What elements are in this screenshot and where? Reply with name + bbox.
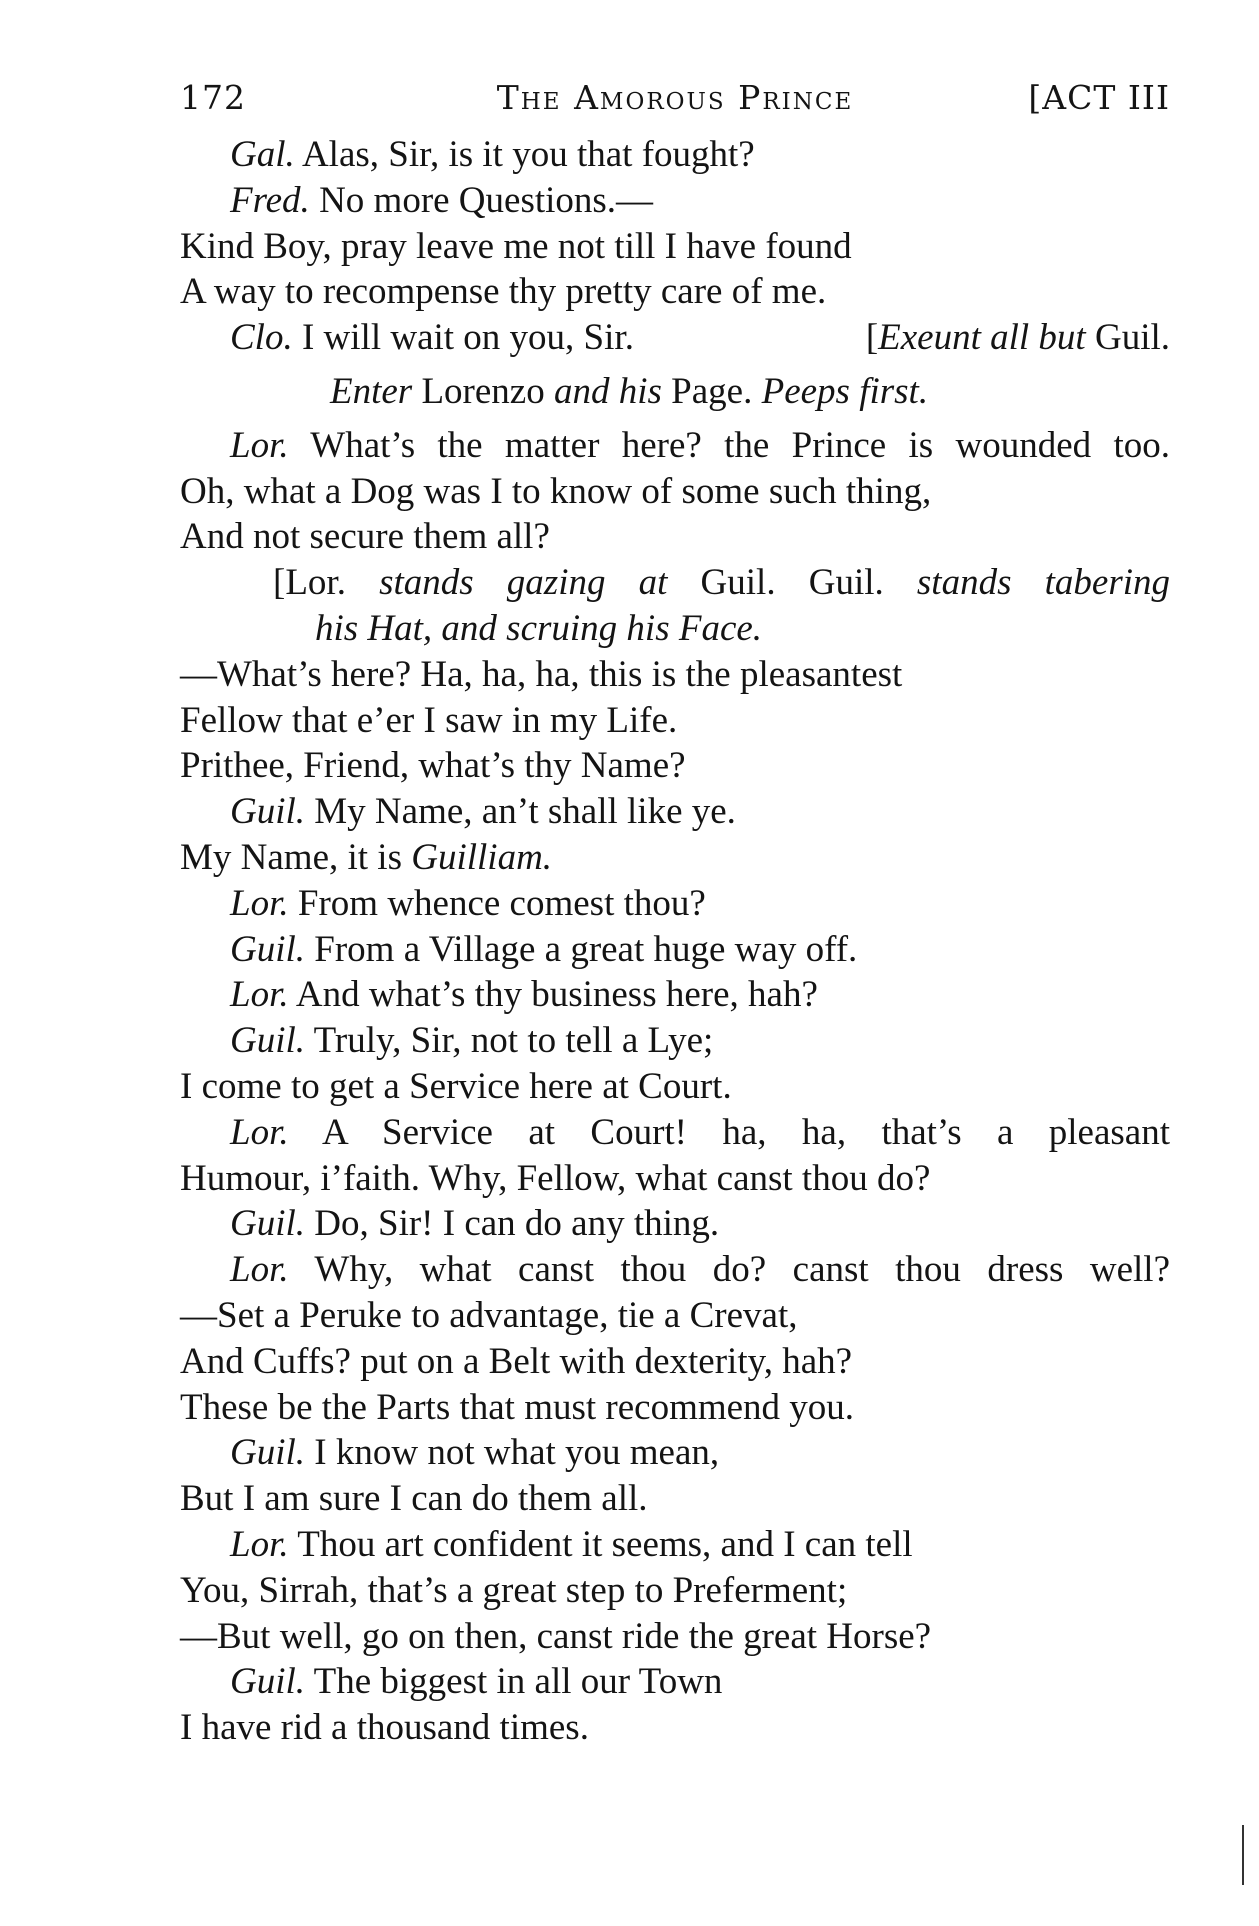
speech-text: Do, Sir! I can do any thing. — [305, 1203, 720, 1245]
verse-text: Guilliam. — [411, 836, 553, 878]
verse-text: —But well, go on then, canst ride the great Horse? — [180, 1615, 932, 1657]
speaker-name: Lor. — [230, 1249, 289, 1291]
verse-text: —Set a Peruke to advantage, tie a Crevat, — [180, 1294, 798, 1336]
text-line — [180, 315, 1170, 361]
speech-text: My Name, an’t shall like ye. — [305, 791, 736, 833]
speech-text: Why, what canst thou do? canst thou dress well? — [288, 1249, 1170, 1291]
speaker-name: Guil. — [230, 1020, 306, 1062]
text-line — [180, 178, 1170, 224]
verse-text: Oh, what a Dog was I to know of some such thing, — [180, 470, 932, 512]
act-marker: [ACT III — [1028, 78, 1170, 117]
speech-text: Thou art confident it seems, and I can tell — [288, 1523, 913, 1565]
running-header — [180, 78, 1170, 122]
speech-text: And what’s thy business here, hah? — [288, 974, 818, 1016]
text-line — [180, 1339, 1170, 1385]
speech-text: The biggest in all our Town — [305, 1661, 723, 1703]
stage-direction: Peeps first. — [761, 370, 929, 412]
text-line — [180, 789, 1170, 835]
stage-direction: stands gazing at — [379, 562, 668, 604]
speaker-name: Guil. — [230, 928, 306, 970]
verse-text: But I am sure I can do them all. — [180, 1478, 648, 1520]
character-name: Guil. — [1085, 317, 1170, 359]
speech-text: A Service at Court! ha, ha, that’s a pleasant — [288, 1111, 1170, 1153]
text-line — [180, 1110, 1170, 1156]
speaker-name: Lor. — [230, 1111, 289, 1153]
text-line — [180, 1705, 1170, 1751]
verse-text: Fellow that e’er I saw in my Life. — [180, 699, 678, 741]
speaker-name: Lor. — [230, 424, 289, 466]
text-line — [180, 652, 1170, 698]
stage-direction-line — [180, 560, 1170, 606]
text-line — [180, 1659, 1170, 1705]
speech-text: No more Questions.— — [309, 179, 654, 221]
text-line — [180, 1247, 1170, 1293]
text-line — [180, 469, 1170, 515]
speech-text: Alas, Sir, is it you that fought? — [294, 134, 755, 175]
text-line — [180, 698, 1170, 744]
text-line — [180, 1522, 1170, 1568]
speaker-name: Gal. — [230, 134, 295, 175]
verse-text: Kind Boy, pray leave me not till I have found — [180, 225, 852, 267]
verse-text: You, Sirrah, that’s a great step to Preferment; — [180, 1569, 848, 1611]
stage-direction: Page. — [661, 370, 762, 412]
speaker-name: Fred. — [230, 179, 310, 221]
text-line — [180, 972, 1170, 1018]
text-line — [180, 881, 1170, 927]
text-line — [180, 269, 1170, 315]
text-line — [180, 1476, 1170, 1522]
speaker-name: Guil. — [230, 1203, 306, 1245]
speaker-name: Guil. — [230, 1432, 306, 1474]
text-line — [180, 423, 1170, 469]
speech-part — [230, 315, 634, 361]
verse-text: I have rid a thousand times. — [180, 1707, 589, 1749]
text-line — [180, 743, 1170, 789]
verse-text: And Cuffs? put on a Belt with dexterity, hah? — [180, 1340, 853, 1382]
speech-text: I will wait on you, Sir. — [292, 317, 634, 359]
stage-direction: and his — [553, 370, 662, 412]
text-line — [180, 1568, 1170, 1614]
entrance-direction — [180, 369, 1170, 415]
text-line — [180, 1064, 1170, 1110]
running-title: The Amorous Prince — [496, 78, 854, 117]
speaker-name: Lor. — [230, 882, 289, 924]
verse-text: I come to get a Service here at Court. — [180, 1065, 732, 1107]
bracket: [ — [865, 317, 879, 359]
verse-text: —What’s here? Ha, ha, ha, this is the pleasantest — [180, 653, 903, 695]
verse-text: And not secure them all? — [180, 516, 550, 558]
speech-text: From whence comest thou? — [288, 882, 706, 924]
text-line — [180, 1018, 1170, 1064]
speech-text: From a Village a great huge way off. — [305, 928, 858, 970]
margin-mark — [1242, 1825, 1244, 1885]
text-line — [180, 927, 1170, 973]
text-line — [180, 835, 1170, 881]
verse-text: These be the Parts that must recommend you. — [180, 1386, 855, 1428]
speaker-name: Lor. — [230, 974, 289, 1016]
text-line — [180, 1614, 1170, 1660]
text-line — [180, 1430, 1170, 1476]
play-text — [180, 132, 1170, 1751]
stage-direction: his Hat, and scruing his Face. — [315, 607, 763, 649]
verse-text: Humour, i’faith. Why, Fellow, what canst thou do? — [180, 1157, 931, 1199]
speaker-name: Lor. — [230, 1523, 289, 1565]
text-line — [180, 1201, 1170, 1247]
stage-direction: Enter — [330, 370, 413, 412]
stage-direction: stands tabering — [916, 562, 1171, 604]
text-line — [180, 132, 1170, 178]
stage-direction: Lorenzo — [412, 370, 554, 412]
stage-direction: [Lor. — [273, 562, 380, 604]
verse-text: A way to recompense thy pretty care of me. — [180, 271, 827, 313]
stage-direction-line — [180, 606, 1170, 652]
verse-text: Prithee, Friend, what’s thy Name? — [180, 745, 686, 787]
text-line — [180, 1385, 1170, 1431]
speech-text: Truly, Sir, not to tell a Lye; — [305, 1020, 714, 1062]
exit-direction — [866, 315, 1170, 361]
speech-text: I know not what you mean, — [305, 1432, 720, 1474]
verse-text: My Name, it is — [180, 836, 412, 878]
text-line — [180, 514, 1170, 560]
speaker-name: Clo. — [230, 317, 293, 359]
speaker-name: Guil. — [230, 1661, 306, 1703]
speaker-name: Guil. — [230, 791, 306, 833]
page-number: 172 — [180, 78, 246, 117]
speech-text: What’s the matter here? the Prince is wounded too. — [288, 424, 1170, 466]
text-line — [180, 1293, 1170, 1339]
stage-direction: Exeunt all but — [878, 317, 1086, 359]
text-line — [180, 1156, 1170, 1202]
stage-direction: Guil. Guil. — [667, 562, 917, 604]
text-line — [180, 224, 1170, 270]
